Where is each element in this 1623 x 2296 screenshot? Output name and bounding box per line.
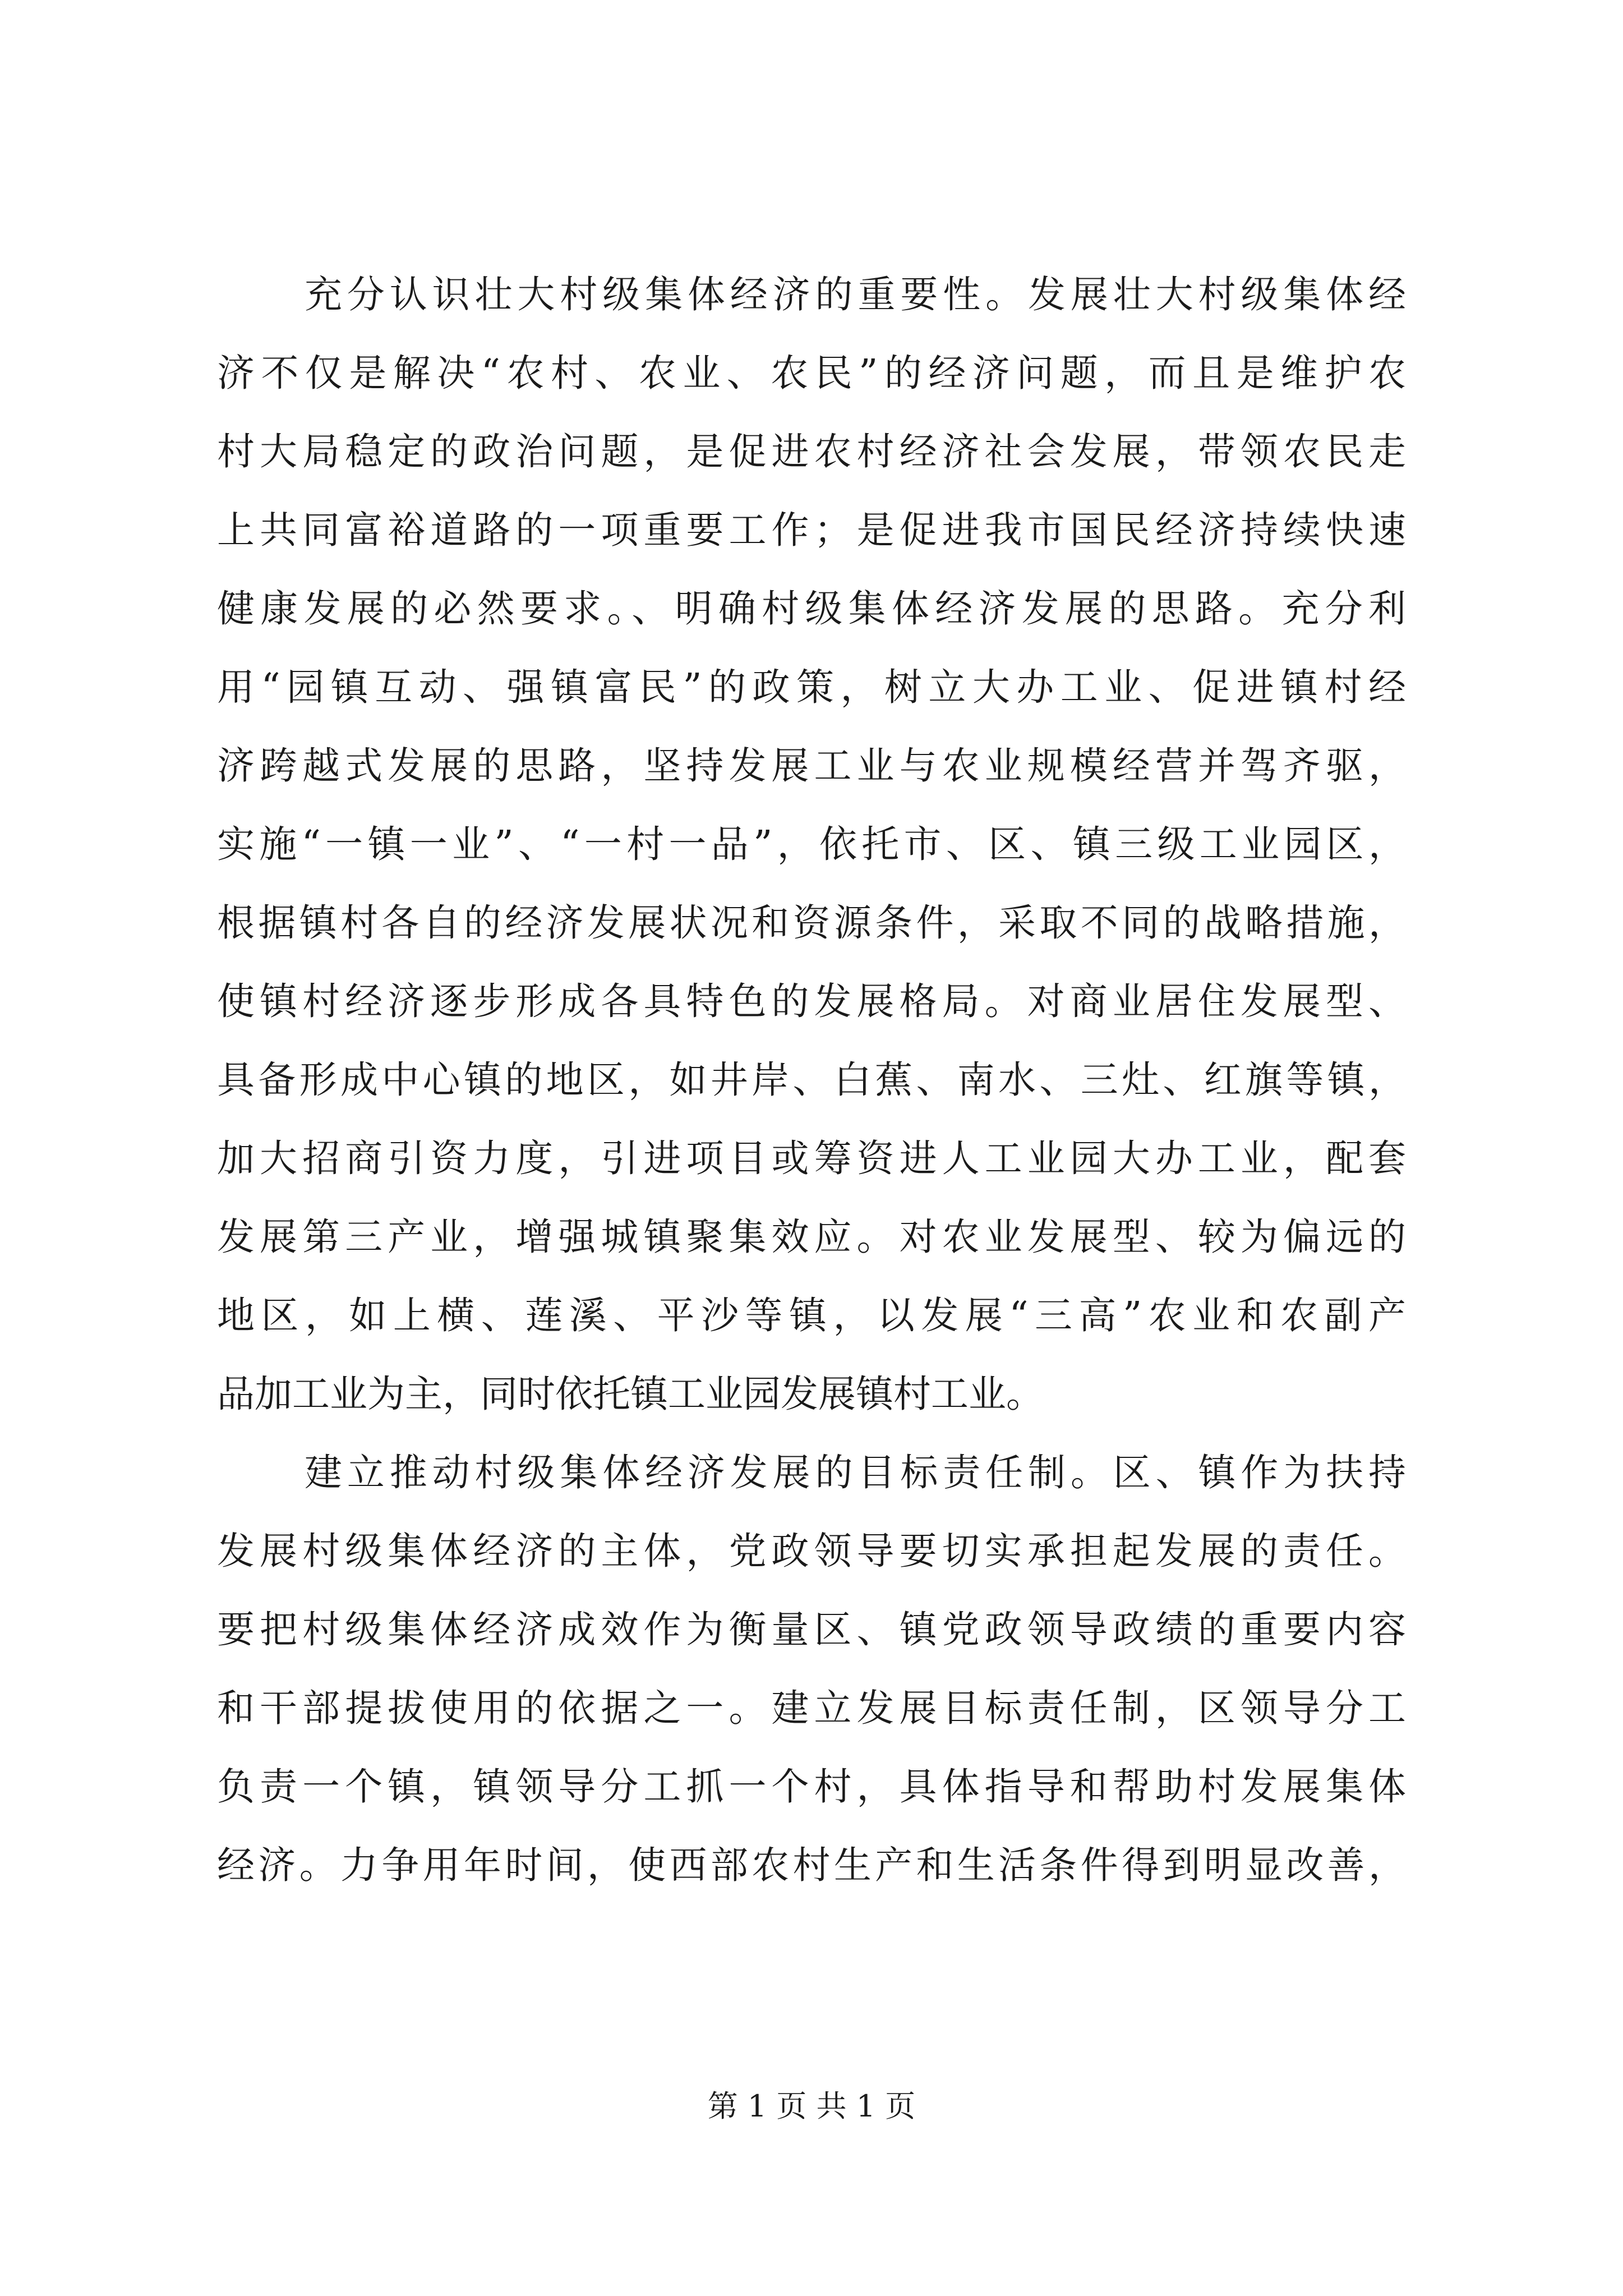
text-line: 负责一个镇，镇领导分工抓一个村，具体指导和帮助村发展集体	[217, 1765, 1406, 1809]
text-line: 加大招商引资力度，引进项目或筹资进人工业园大办工业，配套	[217, 1137, 1406, 1180]
text-line: 充分认识壮大村级集体经济的重要性。发展壮大村级集体经	[305, 273, 1406, 316]
text-line: 建立推动村级集体经济发展的目标责任制。区、镇作为扶持	[305, 1451, 1406, 1494]
paragraph-2	[217, 1433, 1406, 1904]
text-line: 发展第三产业，增强城镇聚集效应。对农业发展型、较为偏远的	[217, 1215, 1406, 1259]
document-body	[217, 255, 1406, 1904]
paragraph-1	[217, 255, 1406, 1433]
text-line: 品加工业为主，同时依托镇工业园发展镇村工业。	[217, 1372, 1044, 1416]
text-line: 地区，如上横、莲溪、平沙等镇，以发展“三高”农业和农副产	[217, 1294, 1406, 1337]
page-footer: 第 1 页 共 1 页	[707, 2088, 916, 2124]
text-line: 济不仅是解决“农村、农业、农民”的经济问题，而且是维护农	[217, 351, 1406, 395]
text-line: 要把村级集体经济成效作为衡量区、镇党政领导政绩的重要内容	[217, 1608, 1406, 1651]
text-line: 村大局稳定的政治问题，是促进农村经济社会发展，带领农民走	[217, 430, 1406, 473]
text-line: 济跨越式发展的思路，坚持发展工业与农业规模经营并驾齐驱，	[217, 744, 1406, 788]
text-line: 健康发展的必然要求。、明确村级集体经济发展的思路。充分利	[217, 587, 1406, 631]
text-line: 实施“一镇一业”、“一村一品”，依托市、区、镇三级工业园区，	[217, 822, 1406, 866]
text-line: 使镇村经济逐步形成各具特色的发展格局。对商业居住发展型、	[217, 979, 1406, 1023]
text-line: 经济。力争用年时间，使西部农村生产和生活条件得到明显改善，	[217, 1843, 1406, 1887]
text-line: 根据镇村各自的经济发展状况和资源条件，采取不同的战略措施，	[217, 901, 1406, 945]
text-line: 发展村级集体经济的主体，党政领导要切实承担起发展的责任。	[217, 1529, 1406, 1573]
text-line: 上共同富裕道路的一项重要工作；是促进我市国民经济持续快速	[217, 508, 1406, 552]
text-line: 具备形成中心镇的地区，如井岸、白蕉、南水、三灶、红旗等镇，	[217, 1058, 1406, 1102]
text-line: 和干部提拔使用的依据之一。建立发展目标责任制，区领导分工	[217, 1686, 1406, 1730]
text-line: 用“园镇互动、强镇富民”的政策，树立大办工业、促进镇村经	[217, 665, 1406, 709]
